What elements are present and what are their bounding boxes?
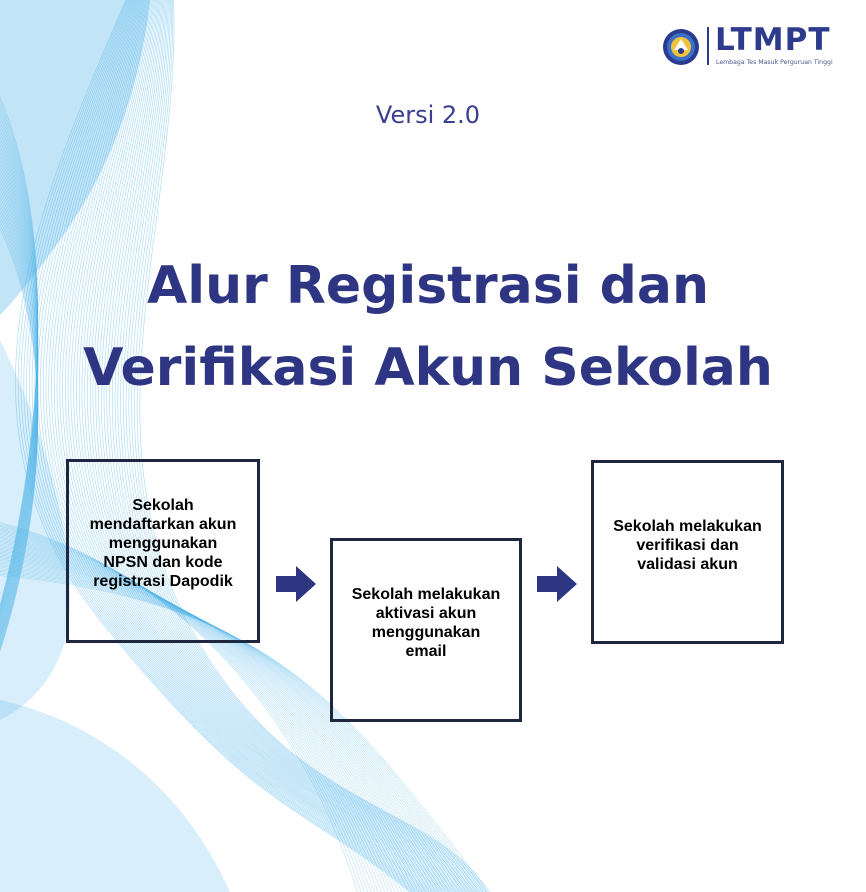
wave-line: [118, 0, 479, 892]
wave-line: [93, 0, 465, 892]
arrow-right-icon: [276, 566, 316, 602]
step-1-line-5: registrasi Dapodik: [93, 573, 233, 590]
arrow-right-icon: [537, 566, 577, 602]
step-box-activate: [330, 538, 522, 722]
step-2-line-3: menggunakan: [371, 624, 481, 641]
wave-line: [121, 0, 481, 892]
step-3-line-1: Sekolah melakukan: [613, 518, 762, 535]
logo-divider: [707, 27, 709, 65]
logo-brand: LTMPT: [715, 22, 831, 58]
step-2-line-2: aktivasi akun: [375, 605, 477, 622]
wave-line: [110, 0, 475, 892]
step-2-line-1: Sekolah melakukan: [351, 586, 501, 603]
logo-tagline: Lembaga Tes Masuk Perguruan Tinggi: [716, 59, 833, 66]
step-1-line-3: menggunakan: [108, 535, 218, 552]
title-line-1: Alur Registrasi dan: [147, 256, 709, 316]
step-1-line-2: mendaftarkan akun: [89, 516, 237, 533]
wave-line: [137, 0, 490, 892]
step-3-line-3: validasi akun: [637, 556, 738, 573]
version-label: Versi 2.0: [375, 101, 481, 129]
title-line-2: Verifikasi Akun Sekolah: [83, 338, 773, 398]
wave-line: [126, 0, 484, 892]
step-1-line-1: Sekolah: [132, 497, 194, 514]
ltmpt-logo: [662, 24, 842, 70]
step-2-line-4: email: [405, 643, 447, 660]
step-box-verify: [591, 460, 784, 644]
wave-line: [129, 0, 486, 892]
step-3-line-2: verifikasi dan: [636, 537, 739, 554]
step-box-register: [66, 459, 260, 643]
tut-wuri-handayani-emblem-icon: [662, 28, 700, 66]
wave-line: [123, 0, 482, 892]
wave-line: [132, 0, 488, 892]
page-title: [0, 245, 856, 409]
wave-line: [140, 0, 492, 892]
step-1-line-4: NPSN dan kode: [103, 554, 223, 571]
wave-line: [134, 0, 488, 892]
